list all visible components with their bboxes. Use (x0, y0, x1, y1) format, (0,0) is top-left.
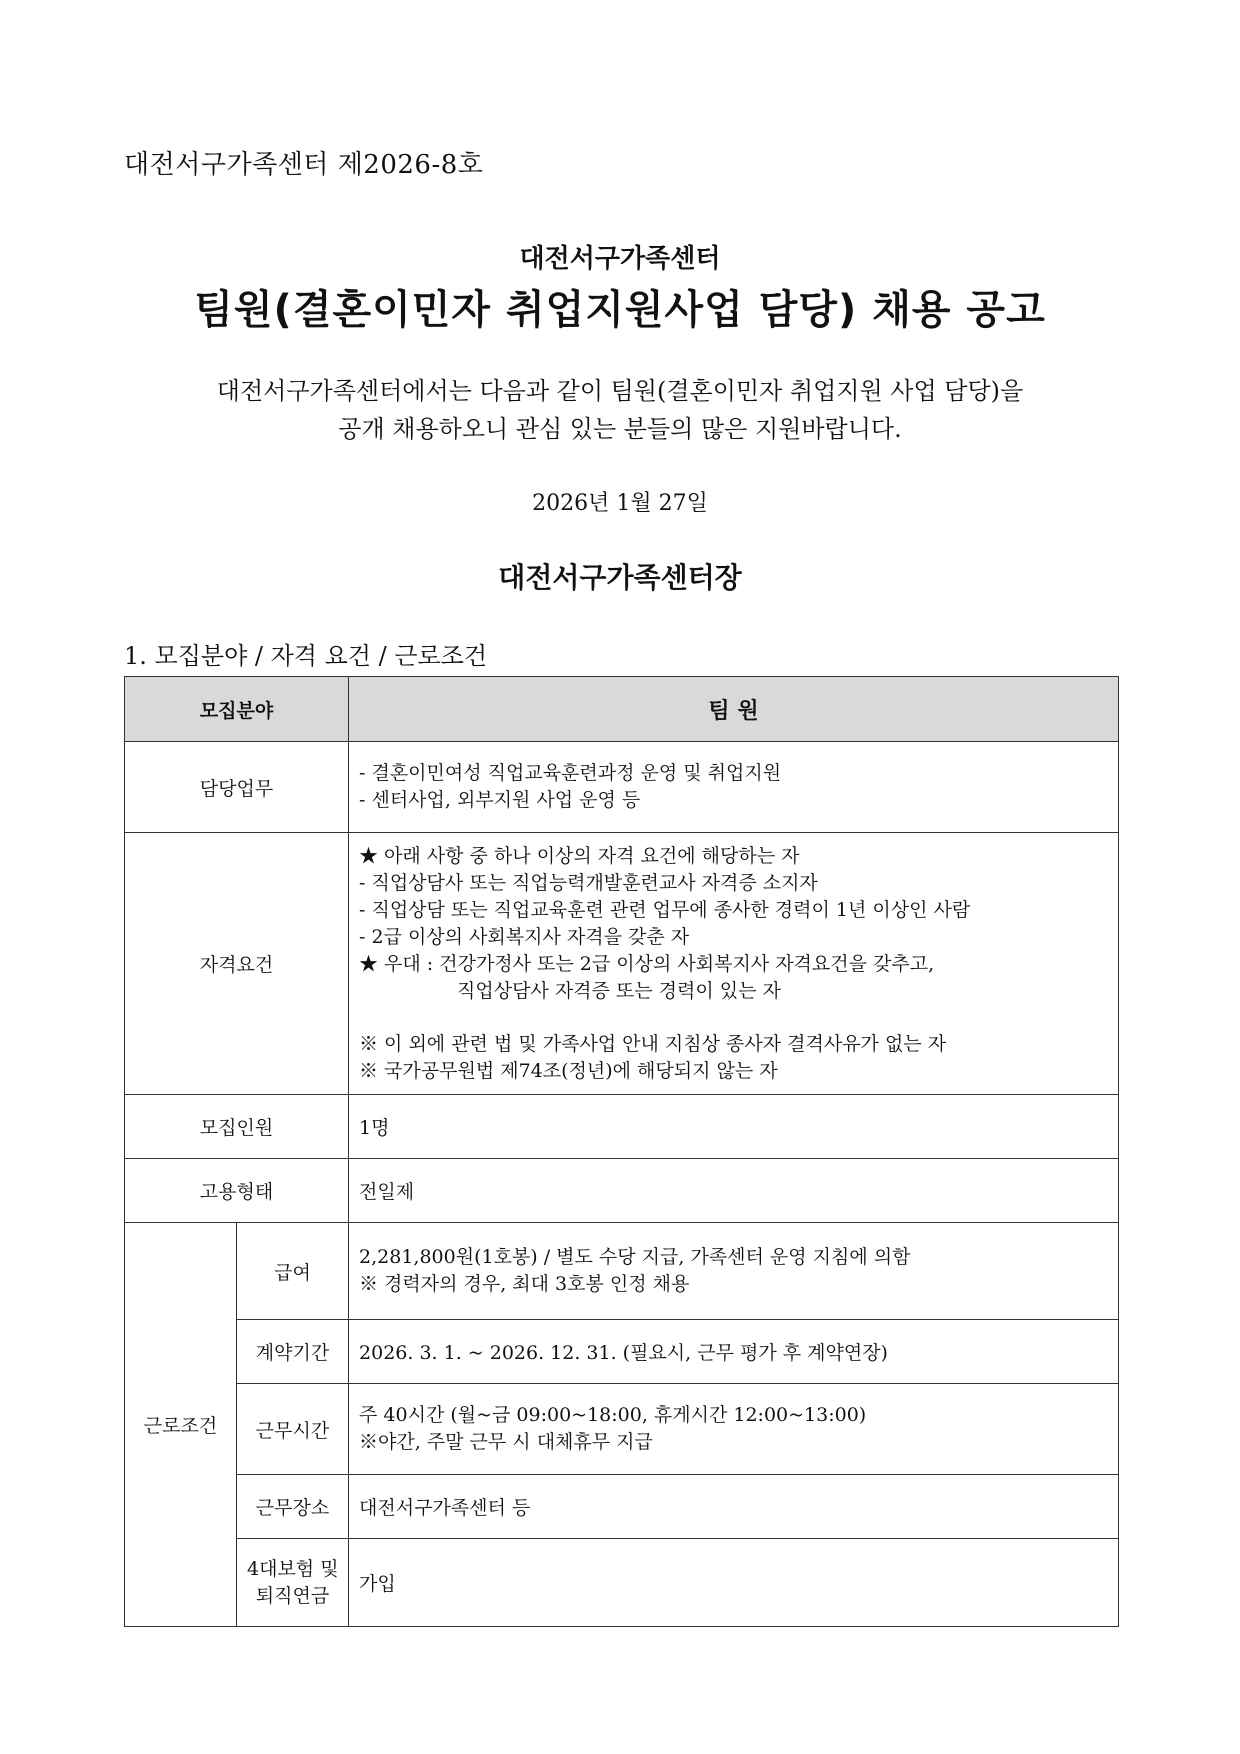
duties-label: 담당업무 (125, 742, 349, 833)
duties-line-2: - 센터사업, 외부지원 사업 운영 등 (359, 789, 641, 811)
headcount-label: 모집인원 (125, 1095, 349, 1159)
salary-row (125, 1223, 1119, 1320)
qual-line-5: ★ 우대 : 건강가정사 또는 2급 이상의 사회복지사 자격요건을 갖추고, (359, 952, 935, 975)
qual-note-2: ※ 국가공무원법 제74조(정년)에 해당되지 않는 자 (359, 1059, 778, 1082)
qual-line-6: 직업상담사 자격증 또는 경력이 있는 자 (457, 979, 781, 1002)
section-heading: 1. 모집분야 / 자격 요건 / 근로조건 (124, 642, 488, 670)
hours-line-2: ※야간, 주말 근무 시 대체휴무 지급 (359, 1431, 653, 1453)
qual-line-1: ★ 아래 사항 중 하나 이상의 자격 요건에 해당하는 자 (359, 844, 800, 867)
salary-line-2: ※ 경력자의 경우, 최대 3호봉 인정 채용 (359, 1273, 690, 1295)
duties-value (349, 742, 1119, 833)
qualifications-row (125, 833, 1119, 1095)
insurance-label-line-2: 퇴직연금 (255, 1584, 330, 1607)
table-header-row (125, 677, 1119, 742)
contract-label: 계약기간 (237, 1320, 349, 1384)
salary-line-1: 2,281,800원(1호봉) / 별도 수당 지급, 가족센터 운영 지침에 의함 (359, 1246, 911, 1268)
conditions-label: 근로조건 (125, 1223, 237, 1627)
organization-title: 대전서구가족센터 (519, 244, 721, 274)
qual-spacer (359, 1005, 1108, 1031)
headcount-value: 1명 (349, 1095, 1119, 1159)
insurance-label (237, 1539, 349, 1627)
insurance-row (125, 1539, 1119, 1627)
contract-value: 2026. 3. 1. ~ 2026. 12. 31. (필요시, 근무 평가 후 계약연장) (349, 1320, 1119, 1384)
qual-line-4: - 2급 이상의 사회복지사 자격을 갖춘 자 (359, 925, 690, 948)
headcount-row (125, 1095, 1119, 1159)
document-number: 대전서구가족센터 제2026-8호 (124, 150, 484, 180)
work-hours-label: 근무시간 (237, 1384, 349, 1475)
insurance-label-line-1: 4대보험 및 (247, 1557, 339, 1580)
employment-type-label: 고용형태 (125, 1159, 349, 1223)
duties-line-1: - 결혼이민여성 직업교육훈련과정 운영 및 취업지원 (359, 762, 782, 784)
employment-type-value: 전일제 (349, 1159, 1119, 1223)
page-title: 팀원(결혼이민자 취업지원사업 담당) 채용 공고 (194, 287, 1046, 333)
employment-type-row (125, 1159, 1119, 1223)
qual-line-2: - 직업상담사 또는 직업능력개발훈련교사 자격증 소지자 (359, 871, 818, 894)
director-signature: 대전서구가족센터장 (498, 561, 742, 594)
duties-row (125, 742, 1119, 833)
insurance-value: 가입 (349, 1539, 1119, 1627)
salary-label: 급여 (237, 1223, 349, 1320)
qual-line-3: - 직업상담 또는 직업교육훈련 관련 업무에 종사한 경력이 1년 이상인 사람 (359, 898, 971, 921)
intro-line-1: 대전서구가족센터에서는 다음과 같이 팀원(결혼이민자 취업지원 사업 담당)을 (216, 377, 1024, 405)
qual-note-1: ※ 이 외에 관련 법 및 가족사업 안내 지침상 종사자 결격사유가 없는 자 (359, 1032, 947, 1055)
work-location-value: 대전서구가족센터 등 (349, 1475, 1119, 1539)
qualifications-label: 자격요건 (125, 833, 349, 1095)
qualifications-value (349, 833, 1119, 1095)
recruitment-table (124, 676, 1119, 1627)
announcement-date: 2026년 1월 27일 (532, 491, 708, 516)
work-location-label: 근무장소 (237, 1475, 349, 1539)
intro-paragraph (0, 372, 1240, 448)
header-value-cell: 팀 원 (349, 677, 1119, 742)
work-hours-row (125, 1384, 1119, 1475)
contract-row (125, 1320, 1119, 1384)
work-location-row (125, 1475, 1119, 1539)
hours-line-1: 주 40시간 (월~금 09:00~18:00, 휴게시간 12:00~13:00) (359, 1404, 867, 1426)
intro-line-2: 공개 채용하오니 관심 있는 분들의 많은 지원바랍니다. (338, 415, 902, 443)
salary-value (349, 1223, 1119, 1320)
header-label-cell: 모집분야 (125, 677, 349, 742)
work-hours-value (349, 1384, 1119, 1475)
